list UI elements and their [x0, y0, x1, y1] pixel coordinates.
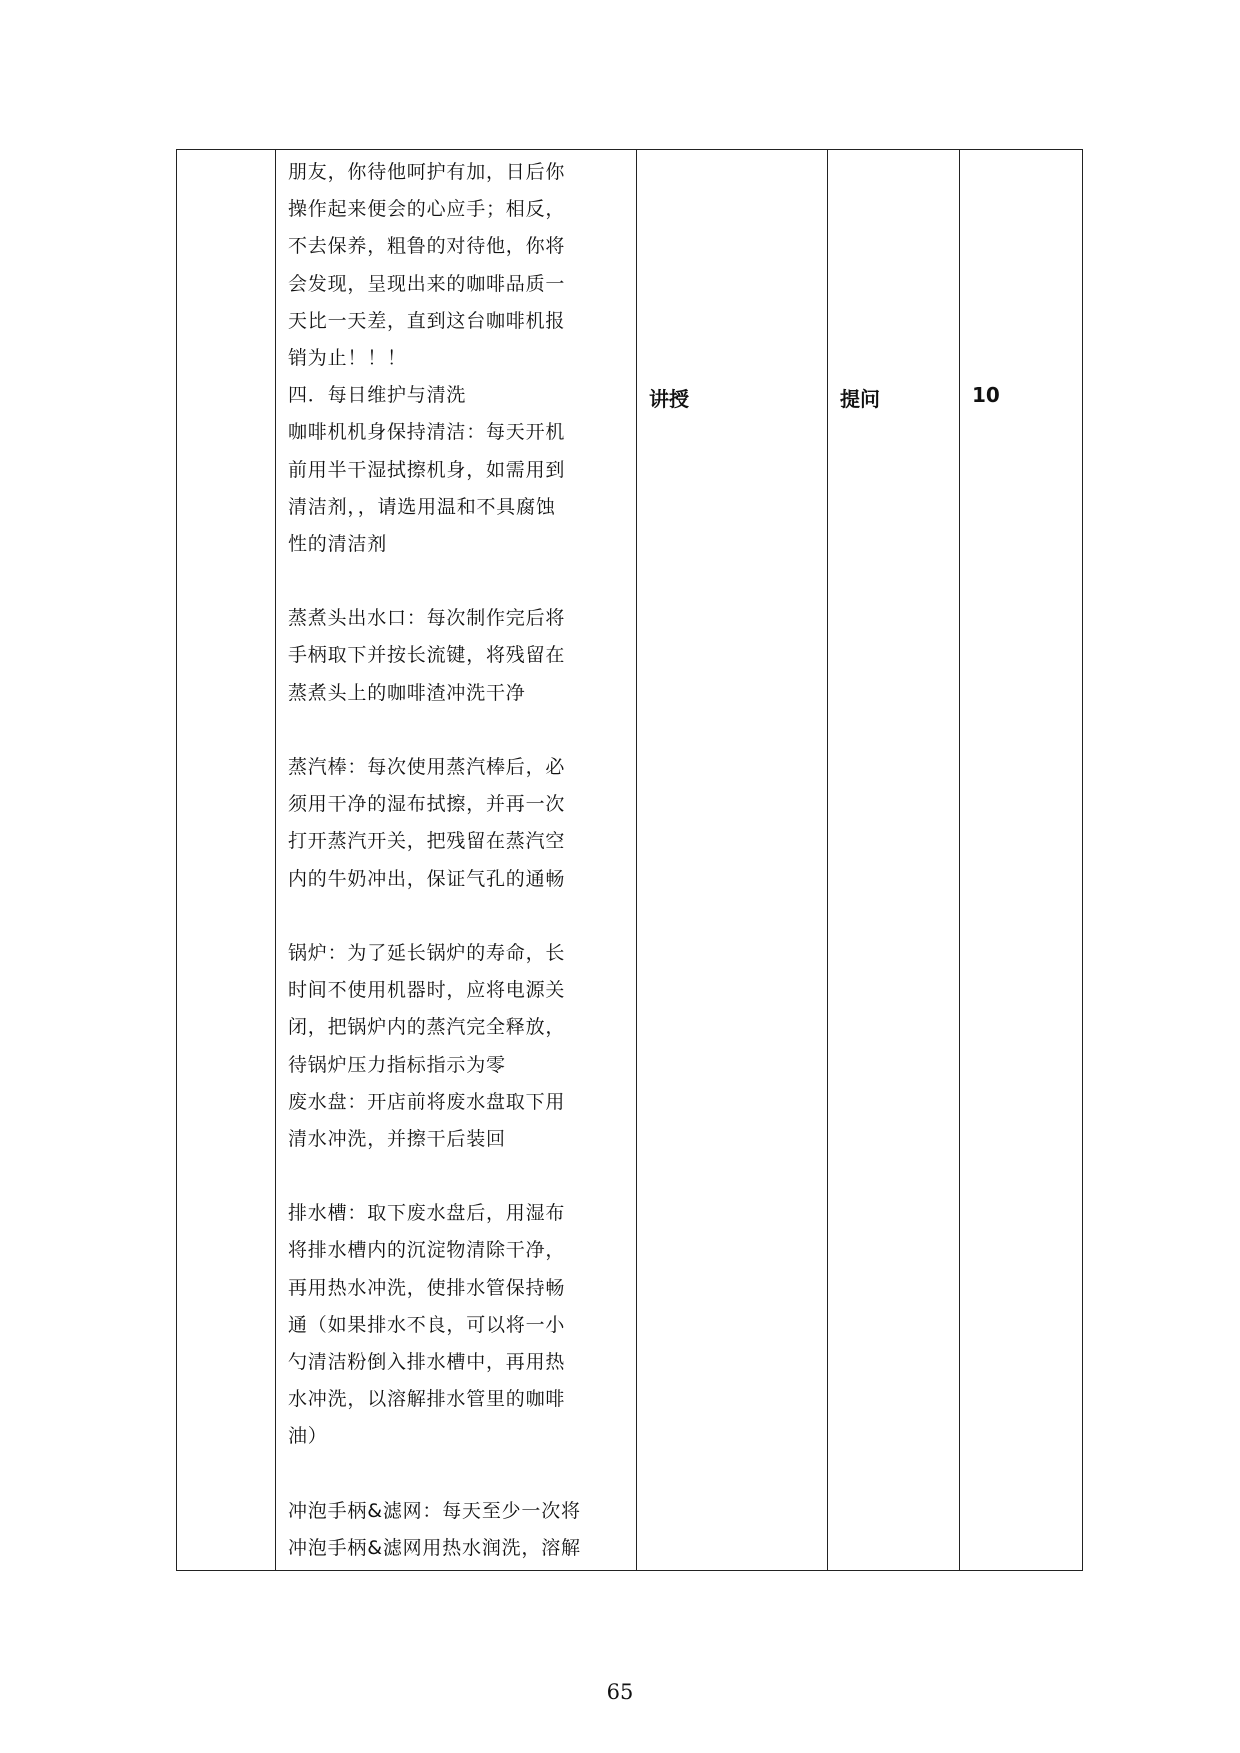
table-row [177, 150, 1083, 1571]
content-line: 再用热水冲洗，使排水管保持畅 [288, 1276, 566, 1299]
content-line: 蒸煮头上的咖啡渣冲洗干净 [288, 681, 526, 704]
content-line: 朋友，你待他呵护有加，日后你 [288, 161, 566, 183]
page-number: 65 [606, 1680, 634, 1704]
content-line: 油） [288, 1425, 328, 1448]
content-line: 时间不使用机器时，应将电源关 [288, 979, 566, 1002]
time-value: 10 [972, 383, 1000, 407]
content-line: 待锅炉压力指标指示为零 [288, 1053, 506, 1076]
content-line: 锅炉：为了延长锅炉的寿命，长 [288, 941, 566, 964]
content-line: 闭，把锅炉内的蒸汽完全释放， [288, 1016, 566, 1039]
content-line: 销为止！！！ [288, 346, 407, 369]
content-line: 前用半干湿拭擦机身，如需用到 [288, 458, 566, 481]
lesson-plan-table [176, 149, 1083, 1571]
time-cell [960, 150, 1083, 1571]
content-line: 内的牛奶冲出，保证气孔的通畅 [288, 867, 566, 890]
content-line: 清水冲洗，并擦干后装回 [288, 1127, 506, 1150]
content-line: 勺清洁粉倒入排水槽中，再用热 [288, 1351, 566, 1373]
content-line: 蒸汽棒：每次使用蒸汽棒后，必 [288, 756, 566, 778]
content-text [288, 154, 626, 1567]
content-line: 不去保养，粗鲁的对待他，你将 [288, 235, 566, 258]
empty-cell [177, 150, 276, 1571]
blank-line [288, 712, 626, 749]
blank-line [288, 1158, 626, 1195]
content-line: 蒸煮头出水口：每次制作完后将 [288, 607, 566, 630]
content-line: 咖啡机机身保持清洁：每天开机 [288, 421, 566, 444]
content-line: 会发现，呈现出来的咖啡品质一 [288, 272, 566, 295]
blank-line [288, 898, 626, 935]
student-activity-cell [828, 150, 960, 1571]
content-line: 须用干净的湿布拭擦，并再一次 [288, 793, 566, 816]
content-cell [276, 150, 637, 1571]
content-line: 清洁剂，，请选用温和不具腐蚀 [288, 495, 556, 518]
content-line: 四．每日维护与清洗 [288, 384, 467, 407]
blank-line [288, 1456, 626, 1493]
student-activity: 提问 [840, 387, 880, 411]
content-line: 操作起来便会的心应手；相反， [288, 198, 566, 221]
content-line: 天比一天差，直到这台咖啡机报 [288, 309, 566, 332]
content-line: 打开蒸汽开关，把残留在蒸汽空 [288, 830, 566, 853]
teaching-method: 讲授 [649, 387, 689, 411]
content-line: 手柄取下并按长流键，将残留在 [288, 644, 566, 667]
teaching-method-cell [637, 150, 828, 1571]
content-line: 排水槽：取下废水盘后，用湿布 [288, 1202, 566, 1225]
content-line: 废水盘：开店前将废水盘取下用 [288, 1090, 566, 1113]
content-line: 通（如果排水不良，可以将一小 [288, 1313, 566, 1336]
content-line: 冲泡手柄&滤网：每天至少一次将 [288, 1499, 581, 1522]
content-line: 将排水槽内的沉淀物清除干净， [288, 1239, 566, 1262]
content-line: 水冲洗，以溶解排水管里的咖啡 [288, 1388, 566, 1411]
content-line: 冲泡手柄&滤网用热水润洗，溶解 [288, 1536, 581, 1559]
blank-line [288, 563, 626, 600]
content-line: 性的清洁剂 [288, 532, 388, 555]
